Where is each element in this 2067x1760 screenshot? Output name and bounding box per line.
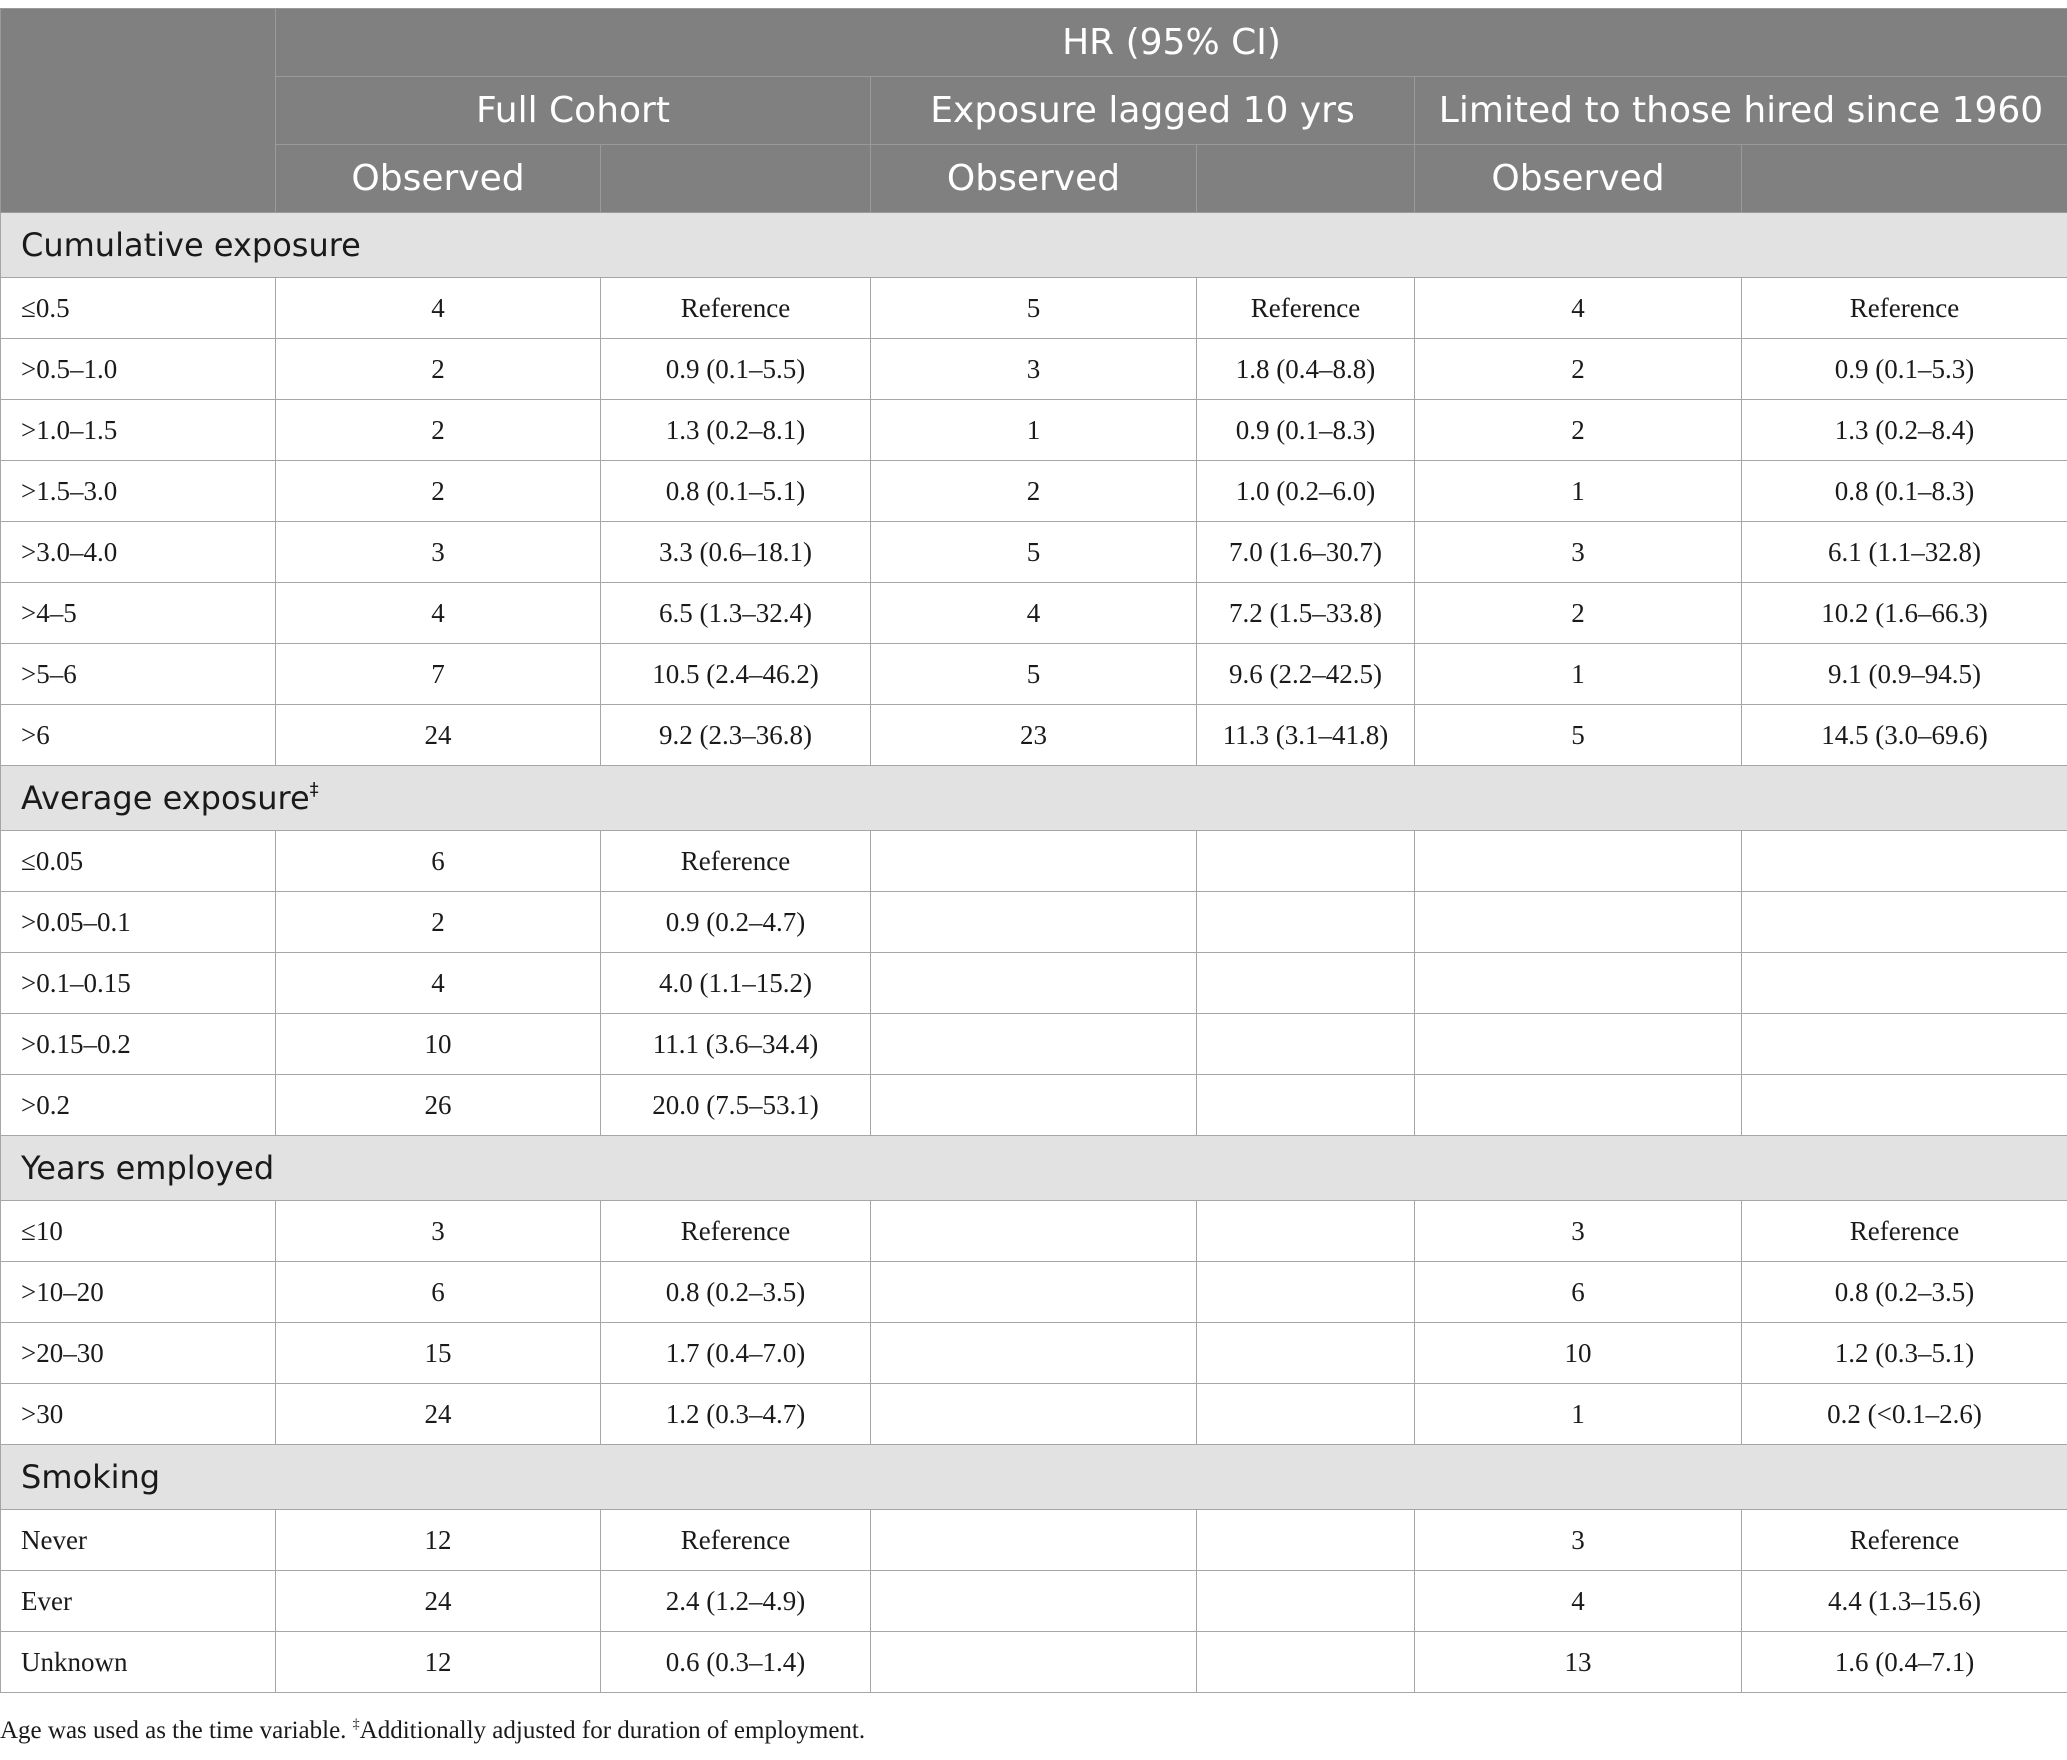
observed-cell: 3 — [1415, 1510, 1742, 1571]
observed-cell — [871, 1014, 1197, 1075]
observed-cell: 4 — [871, 583, 1197, 644]
observed-cell: 3 — [1415, 522, 1742, 583]
observed-cell: 4 — [276, 583, 601, 644]
section-title — [1, 213, 2067, 278]
footnote-text-adjusted: Additionally adjusted for duration of employment. — [359, 1717, 866, 1744]
footnote-mark: ‡ — [352, 1717, 360, 1732]
table-row — [1, 1510, 2067, 1571]
observed-cell — [871, 1262, 1197, 1323]
hr-cell: 0.9 (0.1–5.3) — [1742, 339, 2067, 400]
hr-cell — [1197, 1632, 1415, 1693]
hr-cell: 11.3 (3.1–41.8) — [1197, 705, 1415, 766]
hr-cell: 0.9 (0.1–8.3) — [1197, 400, 1415, 461]
observed-cell: 6 — [276, 1262, 601, 1323]
observed-cell — [1415, 831, 1742, 892]
hr-cell: 0.8 (0.1–5.1) — [601, 461, 871, 522]
hr-cell: 1.2 (0.3–5.1) — [1742, 1323, 2067, 1384]
observed-cell: 3 — [276, 1201, 601, 1262]
section-header-row — [1, 1445, 2067, 1510]
section-title-mark: ‡ — [309, 779, 319, 800]
table-row — [1, 1262, 2067, 1323]
table-row — [1, 892, 2067, 953]
header-observed-lagged: Observed — [871, 145, 1197, 213]
observed-cell — [1415, 1014, 1742, 1075]
hr-cell: 9.6 (2.2–42.5) — [1197, 644, 1415, 705]
observed-cell: 24 — [276, 1571, 601, 1632]
table-row — [1, 1571, 2067, 1632]
observed-cell: 2 — [276, 339, 601, 400]
row-label: >0.2 — [1, 1075, 276, 1136]
header-hired-since-1960: Limited to those hired since 1960 — [1415, 77, 2067, 145]
hr-cell: 20.0 (7.5–53.1) — [601, 1075, 871, 1136]
observed-cell: 15 — [276, 1323, 601, 1384]
header-hr-lagged — [1197, 145, 1415, 213]
table-row — [1, 1201, 2067, 1262]
hr-cell — [1742, 831, 2067, 892]
observed-cell: 10 — [276, 1014, 601, 1075]
section-title-text: Average exposure — [21, 779, 310, 817]
row-label: >0.05–0.1 — [1, 892, 276, 953]
observed-cell: 2 — [1415, 339, 1742, 400]
section-title — [1, 1445, 2067, 1510]
row-label: >6 — [1, 705, 276, 766]
table-row — [1, 583, 2067, 644]
observed-cell: 4 — [276, 953, 601, 1014]
observed-cell: 5 — [1415, 705, 1742, 766]
observed-cell — [871, 1632, 1197, 1693]
hr-cell: 1.8 (0.4–8.8) — [1197, 339, 1415, 400]
hr-cell — [1197, 1323, 1415, 1384]
table-row — [1, 400, 2067, 461]
table-row — [1, 461, 2067, 522]
table-row — [1, 522, 2067, 583]
hr-cell — [1197, 1014, 1415, 1075]
row-label: >30 — [1, 1384, 276, 1445]
header-group-title: HR (95% CI) — [276, 9, 2067, 77]
hr-cell: 3.3 (0.6–18.1) — [601, 522, 871, 583]
observed-cell: 12 — [276, 1632, 601, 1693]
table-row — [1, 644, 2067, 705]
hr-cell — [1742, 953, 2067, 1014]
hr-cell — [1742, 1014, 2067, 1075]
row-label: ≤0.05 — [1, 831, 276, 892]
hr-cell — [1197, 1201, 1415, 1262]
observed-cell — [871, 1510, 1197, 1571]
row-label: >5–6 — [1, 644, 276, 705]
table-row — [1, 278, 2067, 339]
row-label: >0.15–0.2 — [1, 1014, 276, 1075]
observed-cell — [871, 1323, 1197, 1384]
hr-cell: 0.9 (0.1–5.5) — [601, 339, 871, 400]
hr-cell: 0.8 (0.1–8.3) — [1742, 461, 2067, 522]
observed-cell: 4 — [276, 278, 601, 339]
hr-cell — [1197, 1571, 1415, 1632]
hr-cell: 0.8 (0.2–3.5) — [1742, 1262, 2067, 1323]
hr-cell: Reference — [1742, 1201, 2067, 1262]
section-title — [1, 766, 2067, 831]
header-corner-cell — [1, 9, 276, 213]
hr-cell: 14.5 (3.0–69.6) — [1742, 705, 2067, 766]
table-row — [1, 1384, 2067, 1445]
observed-cell: 23 — [871, 705, 1197, 766]
section-title-text: Smoking — [21, 1458, 161, 1496]
row-label: ≤0.5 — [1, 278, 276, 339]
observed-cell — [871, 831, 1197, 892]
hr-cell: 6.5 (1.3–32.4) — [601, 583, 871, 644]
observed-cell: 6 — [276, 831, 601, 892]
hr-cell: Reference — [601, 831, 871, 892]
observed-cell — [1415, 1075, 1742, 1136]
header-full-cohort: Full Cohort — [276, 77, 871, 145]
section-title-text: Years employed — [21, 1149, 275, 1187]
hr-cell: Reference — [601, 1510, 871, 1571]
hr-cell: Reference — [601, 1201, 871, 1262]
hr-cell: 9.1 (0.9–94.5) — [1742, 644, 2067, 705]
hr-cell — [1197, 1262, 1415, 1323]
observed-cell: 12 — [276, 1510, 601, 1571]
observed-cell: 2 — [276, 892, 601, 953]
observed-cell: 4 — [1415, 278, 1742, 339]
observed-cell: 26 — [276, 1075, 601, 1136]
observed-cell: 10 — [1415, 1323, 1742, 1384]
table-header — [1, 9, 2067, 213]
row-label: >10–20 — [1, 1262, 276, 1323]
row-label: >20–30 — [1, 1323, 276, 1384]
hr-cell: 6.1 (1.1–32.8) — [1742, 522, 2067, 583]
hr-cell: Reference — [1197, 278, 1415, 339]
observed-cell: 5 — [871, 644, 1197, 705]
hr-cell: 1.0 (0.2–6.0) — [1197, 461, 1415, 522]
table-container — [0, 8, 2067, 1693]
hr-cell — [1197, 1384, 1415, 1445]
hr-cell: 1.2 (0.3–4.7) — [601, 1384, 871, 1445]
hr-cell: 0.9 (0.2–4.7) — [601, 892, 871, 953]
observed-cell: 3 — [276, 522, 601, 583]
hr-cell: 0.6 (0.3–1.4) — [601, 1632, 871, 1693]
hr-cell: 7.0 (1.6–30.7) — [1197, 522, 1415, 583]
section-header-row — [1, 213, 2067, 278]
hr-cell: 4.4 (1.3–15.6) — [1742, 1571, 2067, 1632]
hr-cell: 1.6 (0.4–7.1) — [1742, 1632, 2067, 1693]
table-row — [1, 831, 2067, 892]
table-row — [1, 1014, 2067, 1075]
hr-cell: 1.3 (0.2–8.1) — [601, 400, 871, 461]
table-row — [1, 1632, 2067, 1693]
table-row — [1, 339, 2067, 400]
observed-cell — [871, 1201, 1197, 1262]
hr-cell: Reference — [1742, 1510, 2067, 1571]
hr-cell — [1742, 892, 2067, 953]
table-row — [1, 953, 2067, 1014]
hr-cell: 1.7 (0.4–7.0) — [601, 1323, 871, 1384]
observed-cell — [871, 892, 1197, 953]
table-row — [1, 1075, 2067, 1136]
section-header-row — [1, 766, 2067, 831]
hr-cell: 1.3 (0.2–8.4) — [1742, 400, 2067, 461]
hr-cell: 11.1 (3.6–34.4) — [601, 1014, 871, 1075]
hr-cell: 0.2 (<0.1–2.6) — [1742, 1384, 2067, 1445]
observed-cell: 5 — [871, 522, 1197, 583]
observed-cell: 1 — [1415, 1384, 1742, 1445]
hr-cell: 2.4 (1.2–4.9) — [601, 1571, 871, 1632]
observed-cell: 24 — [276, 705, 601, 766]
hr-cell — [1197, 892, 1415, 953]
observed-cell: 3 — [871, 339, 1197, 400]
section-header-row — [1, 1136, 2067, 1201]
hr-cell: 9.2 (2.3–36.8) — [601, 705, 871, 766]
hr-cell: Reference — [1742, 278, 2067, 339]
table-row — [1, 1323, 2067, 1384]
hr-cell — [1197, 953, 1415, 1014]
row-label: >1.0–1.5 — [1, 400, 276, 461]
section-title-text: Cumulative exposure — [21, 226, 361, 264]
row-label: >1.5–3.0 — [1, 461, 276, 522]
observed-cell — [871, 1075, 1197, 1136]
header-hr-full-cohort — [601, 145, 871, 213]
observed-cell: 5 — [871, 278, 1197, 339]
observed-cell: 24 — [276, 1384, 601, 1445]
observed-cell — [871, 953, 1197, 1014]
section-title — [1, 1136, 2067, 1201]
observed-cell: 4 — [1415, 1571, 1742, 1632]
hr-cell — [1197, 831, 1415, 892]
row-label: Unknown — [1, 1632, 276, 1693]
header-hr-hired-1960 — [1742, 145, 2067, 213]
observed-cell: 3 — [1415, 1201, 1742, 1262]
row-label: Never — [1, 1510, 276, 1571]
hr-cell: 4.0 (1.1–15.2) — [601, 953, 871, 1014]
row-label: >3.0–4.0 — [1, 522, 276, 583]
header-observed-hired-1960: Observed — [1415, 145, 1742, 213]
observed-cell — [871, 1571, 1197, 1632]
observed-cell — [1415, 953, 1742, 1014]
hr-cell — [1742, 1075, 2067, 1136]
observed-cell: 13 — [1415, 1632, 1742, 1693]
table-body — [1, 213, 2067, 1693]
observed-cell: 1 — [871, 400, 1197, 461]
observed-cell: 6 — [1415, 1262, 1742, 1323]
hr-cell: Reference — [601, 278, 871, 339]
row-label: >4–5 — [1, 583, 276, 644]
observed-cell: 2 — [871, 461, 1197, 522]
header-observed-full-cohort: Observed — [276, 145, 601, 213]
observed-cell: 2 — [1415, 400, 1742, 461]
row-label: >0.1–0.15 — [1, 953, 276, 1014]
row-label: ≤10 — [1, 1201, 276, 1262]
row-label: Ever — [1, 1571, 276, 1632]
table-footnote — [0, 1717, 865, 1745]
hr-cell: 10.5 (2.4–46.2) — [601, 644, 871, 705]
observed-cell: 2 — [276, 461, 601, 522]
table-row — [1, 705, 2067, 766]
hazard-ratio-table — [0, 8, 2067, 1693]
observed-cell: 2 — [276, 400, 601, 461]
observed-cell: 1 — [1415, 644, 1742, 705]
header-exposure-lagged: Exposure lagged 10 yrs — [871, 77, 1415, 145]
observed-cell — [871, 1384, 1197, 1445]
observed-cell: 7 — [276, 644, 601, 705]
observed-cell — [1415, 892, 1742, 953]
footnote-text: Age was used as the time variable. — [0, 1717, 353, 1744]
hr-cell — [1197, 1510, 1415, 1571]
hr-cell: 7.2 (1.5–33.8) — [1197, 583, 1415, 644]
hr-cell — [1197, 1075, 1415, 1136]
hr-cell: 10.2 (1.6–66.3) — [1742, 583, 2067, 644]
hr-cell: 0.8 (0.2–3.5) — [601, 1262, 871, 1323]
observed-cell: 1 — [1415, 461, 1742, 522]
row-label: >0.5–1.0 — [1, 339, 276, 400]
observed-cell: 2 — [1415, 583, 1742, 644]
